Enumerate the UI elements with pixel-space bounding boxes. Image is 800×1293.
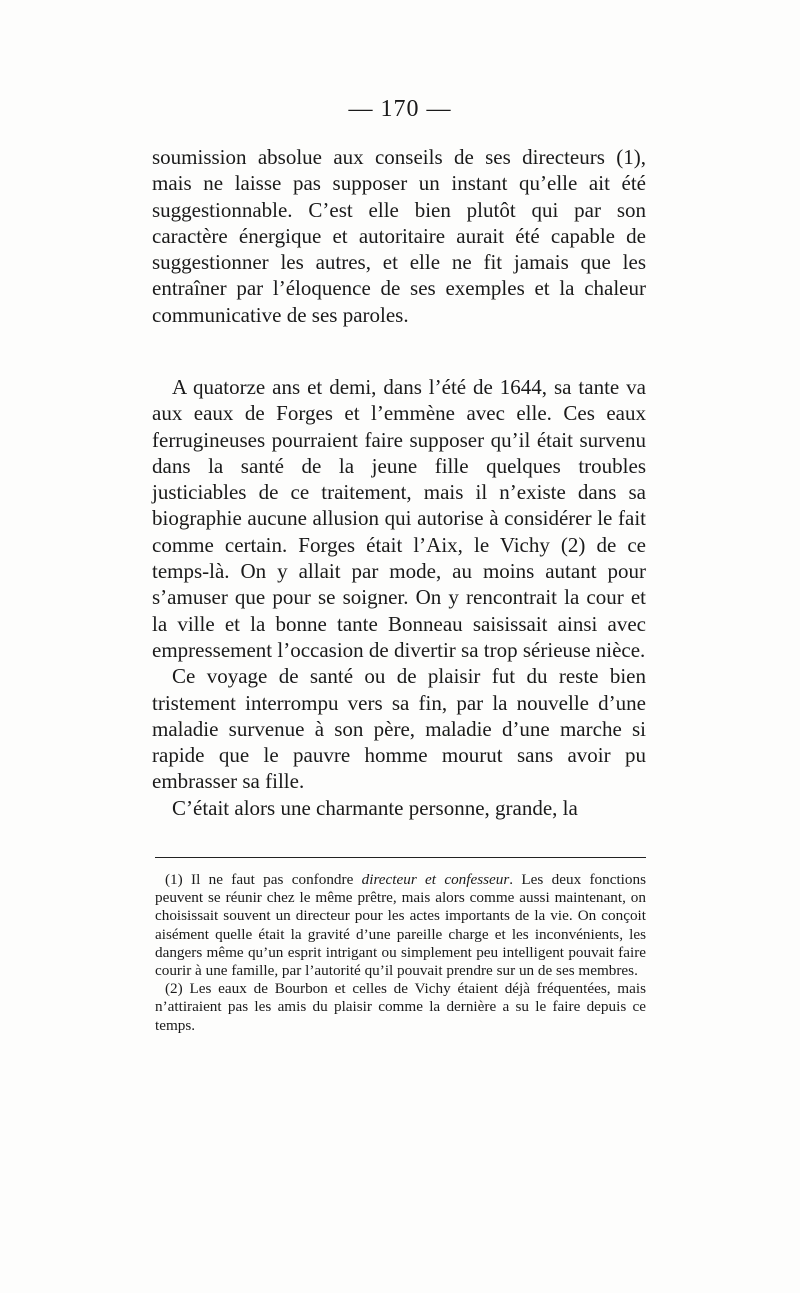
footnote-separator	[155, 857, 646, 858]
body-text-main	[152, 374, 646, 821]
footnote-term: confesseur	[444, 871, 510, 888]
footnote-1	[155, 871, 646, 980]
footnotes	[155, 871, 646, 1035]
page-number: — 170 —	[348, 96, 452, 122]
footnote-text: . Les deux fonctions peuvent se réunir chez le même prêtre, mais alors comme aussi maintenant, on choisissait souvent un directeur pour les actes importants de la vie. On conçoit aisément quelle était la gravité d’une pareille charge et les inconvénients, les dangers même qu’un esprit intrigant ou simplement peu intelligent pouvait faire courir à une famille, par l’autorité qu’il pouvait prendre sur un de ses membres.	[155, 871, 646, 980]
footnote-text: Il ne faut pas confondre	[191, 871, 354, 888]
paragraph-forges: A quatorze ans et demi, dans l’été de 1644, sa tante va aux eaux de Forges et l’emmène avec elle. Ces eaux ferrugineuses pourraient faire supposer qu’il était survenu dans la santé de la jeune fille quelques troubles justiciables de ce traitement, mais il n’existe dans sa biographie aucune allusion qui autorise à considérer le fait comme certain. Forges était l’Aix, le Vichy (2) de ce temps-là. On y allait par mode, au moins autant pour s’amuser que pour se soigner. On y rencontrait la cour et la ville et la bonne tante Bonneau saisissait ainsi avec empressement l’occasion de divertir sa trop sérieuse nièce.	[152, 375, 646, 662]
footnote-marker: (1)	[165, 871, 183, 888]
footnote-term: directeur	[361, 871, 417, 888]
paragraph-charmante: C’était alors une charmante personne, grande, la	[172, 795, 578, 820]
footnote-term-joiner: et	[425, 871, 437, 888]
footnote-marker: (2)	[165, 980, 183, 998]
paragraph-voyage: Ce voyage de santé ou de plaisir fut du reste bien tristement interrompu vers sa fin, par la nouvelle d’une maladie survenue à son père, maladie d’une marche si rapide que le pauvre homme mourut sans avoir pu embrasser sa fille.	[152, 664, 646, 794]
body-text-top	[152, 144, 646, 328]
footnote-text: Les eaux de Bourbon et celles de Vichy étaient déjà fréquentées, mais n’attiraient pas les amis du plaisir comme la dernière a su le faire depuis ce temps.	[155, 980, 646, 1034]
footnote-2	[155, 980, 646, 1035]
paragraph-continuation: soumission absolue aux conseils de ses directeurs (1), mais ne laisse pas supposer un instant qu’elle ait été suggestionnable. C’est elle bien plutôt qui par son caractère énergique et autoritaire aurait été capable de suggestionner les autres, et elle ne fit jamais que les entraîner par l’éloquence de ses exemples et la chaleur communicative de ses paroles.	[152, 145, 646, 327]
